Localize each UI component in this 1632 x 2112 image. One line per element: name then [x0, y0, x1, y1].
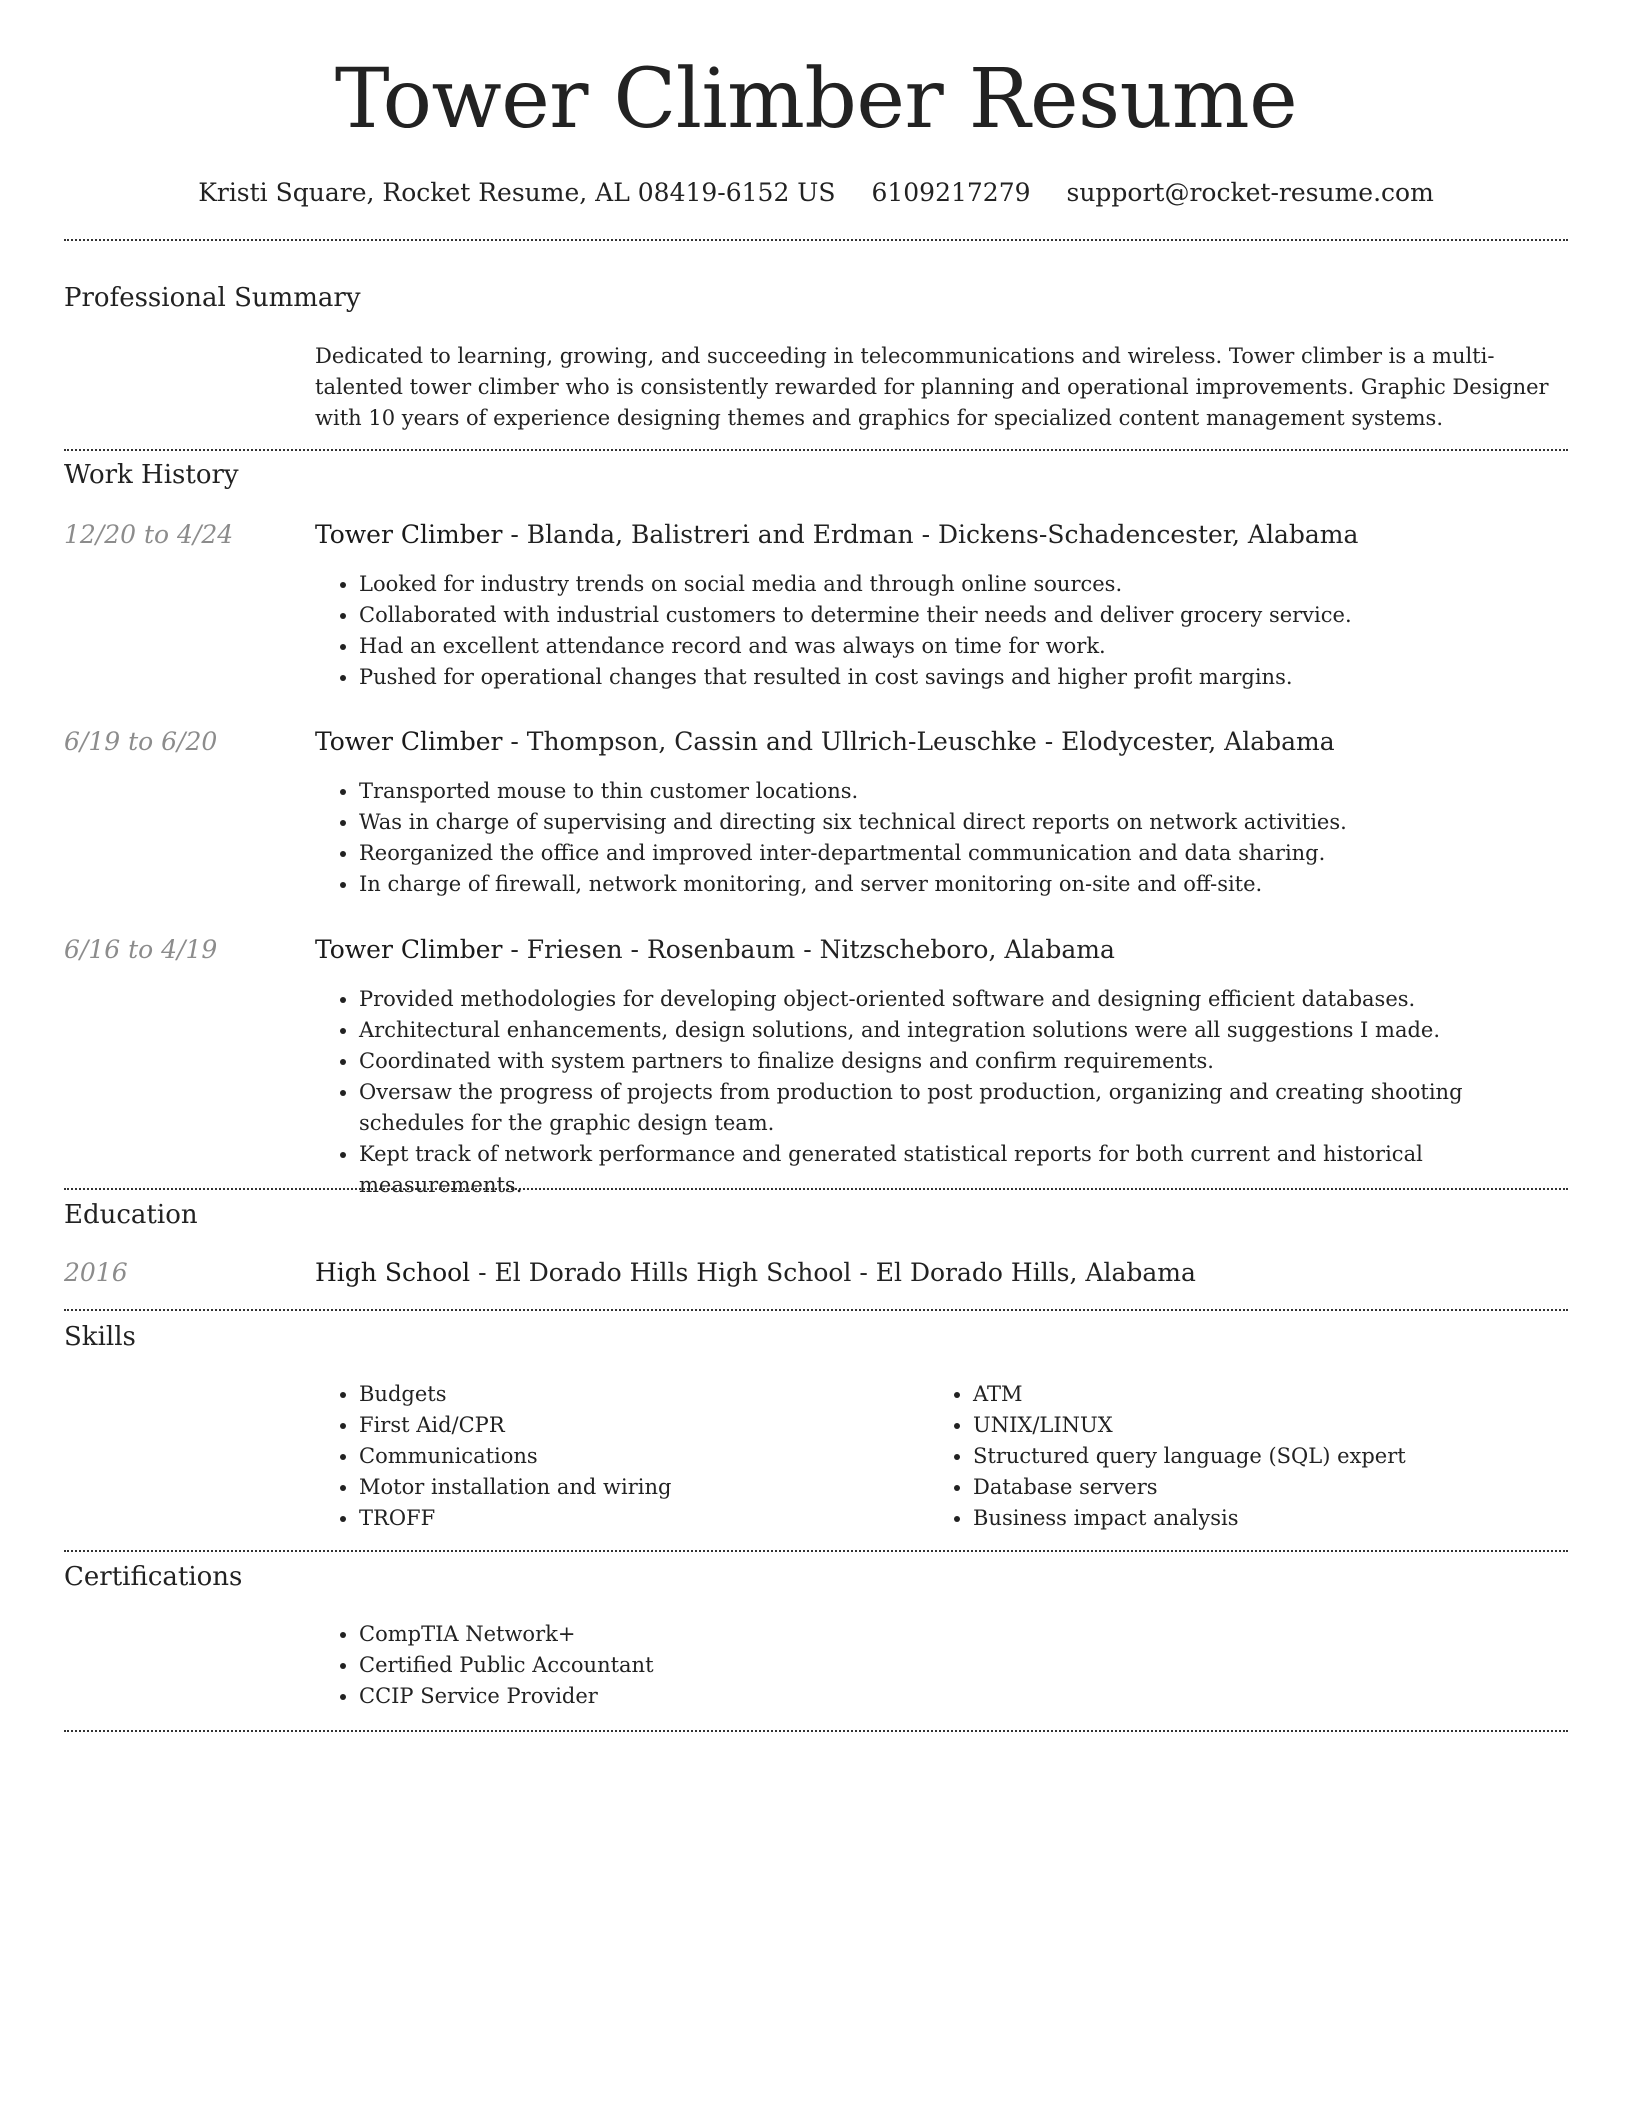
certifications-heading: Certifications: [64, 1562, 243, 1592]
job-role: Tower Climber: [315, 520, 503, 549]
divider: [64, 1730, 1568, 1732]
list-item: • Coordinated with system partners to finalize designs and confirm requirements.: [359, 1046, 1569, 1077]
job-title: [315, 520, 1358, 549]
list-item: • Transported mouse to thin customer locations.: [359, 776, 1347, 807]
job-bullets: [315, 984, 1569, 1201]
list-item: • Certified Public Accountant: [359, 1650, 654, 1681]
job-date: 6/19 to 6/20: [64, 727, 218, 756]
job-detail: - Blanda, Balistreri and Erdman - Dickens-Schadencester, Alabama: [502, 520, 1359, 549]
job-detail: - Thompson, Cassin and Ullrich-Leuschke - Elodycester, Alabama: [502, 727, 1335, 756]
page-title: Tower Climber Resume: [334, 52, 1298, 147]
job-bullets: [315, 569, 1352, 693]
divider: [64, 1309, 1568, 1311]
list-item: • In charge of firewall, network monitoring, and server monitoring on-site and off-site.: [359, 869, 1347, 900]
divider: [64, 1188, 1568, 1190]
education-degree: High School: [315, 1258, 471, 1287]
job-title: [315, 727, 1335, 756]
job-date: 12/20 to 4/24: [64, 520, 234, 549]
divider: [64, 449, 1568, 451]
list-item: • Had an excellent attendance record and was always on time for work.: [359, 631, 1352, 662]
list-item: • Looked for industry trends on social media and through online sources.: [359, 569, 1352, 600]
work-history-heading: Work History: [64, 460, 239, 490]
skills-list-right: [929, 1379, 1406, 1534]
list-item: • Architectural enhancements, design solutions, and integration solutions were all suggestions I made.: [359, 1015, 1569, 1046]
list-item: • Motor installation and wiring: [359, 1472, 671, 1503]
list-item: • Database servers: [973, 1472, 1406, 1503]
list-item: • Provided methodologies for developing object-oriented software and designing efficient databases.: [359, 984, 1569, 1015]
list-item: • Business impact analysis: [973, 1503, 1406, 1534]
job-bullets: [315, 776, 1347, 900]
list-item: • Structured query language (SQL) expert: [973, 1441, 1406, 1472]
list-item: • CompTIA Network+: [359, 1619, 654, 1650]
list-item: • Oversaw the progress of projects from production to post production, organizing and creating shooting schedules for the graphic design team.: [359, 1077, 1569, 1139]
job-detail: - Friesen - Rosenbaum - Nitzscheboro, Alabama: [502, 935, 1115, 964]
list-item: • Reorganized the office and improved inter-departmental communication and data sharing.: [359, 838, 1347, 869]
education-date: 2016: [64, 1258, 128, 1287]
summary-text: Dedicated to learning, growing, and succeeding in telecommunications and wireless. Tower climber is a multi-talented tower climber who is consistently rewarded for planning and operational improvements. Graphic Designer with 10 years of experience designing themes and graphics for specialized content management systems.: [315, 344, 1549, 430]
job-title: [315, 935, 1115, 964]
contact-email: support@rocket-resume.com: [1066, 178, 1434, 207]
list-item: • Collaborated with industrial customers to determine their needs and deliver grocery service.: [359, 600, 1352, 631]
contact-line: [0, 178, 1632, 207]
list-item: • First Aid/CPR: [359, 1410, 671, 1441]
skills-list-left: [315, 1379, 671, 1534]
education-title: [315, 1258, 1196, 1287]
job-role: Tower Climber: [315, 727, 503, 756]
education-detail: - El Dorado Hills High School - El Dorado Hills, Alabama: [470, 1258, 1196, 1287]
job-date: 6/16 to 4/19: [64, 935, 218, 964]
contact-address: Kristi Square, Rocket Resume, AL 08419-6152 US: [198, 178, 836, 207]
list-item: • CCIP Service Provider: [359, 1681, 654, 1712]
list-item: • UNIX/LINUX: [973, 1410, 1406, 1441]
list-item: • Kept track of network performance and generated statistical reports for both current and historical measurements.: [359, 1139, 1569, 1201]
list-item: • Was in charge of supervising and directing six technical direct reports on network activities.: [359, 807, 1347, 838]
list-item: • TROFF: [359, 1503, 671, 1534]
contact-phone: 6109217279: [871, 178, 1031, 207]
list-item: • Pushed for operational changes that resulted in cost savings and higher profit margins.: [359, 662, 1352, 693]
education-heading: Education: [64, 1200, 198, 1230]
divider: [64, 1550, 1568, 1552]
job-role: Tower Climber: [315, 935, 503, 964]
list-item: • Communications: [359, 1441, 671, 1472]
list-item: • ATM: [973, 1379, 1406, 1410]
resume-header: [0, 0, 1632, 207]
skills-heading: Skills: [64, 1322, 136, 1352]
list-item: • Budgets: [359, 1379, 671, 1410]
summary-heading: Professional Summary: [64, 283, 361, 313]
certifications-list: [315, 1619, 654, 1712]
divider: [64, 239, 1568, 241]
